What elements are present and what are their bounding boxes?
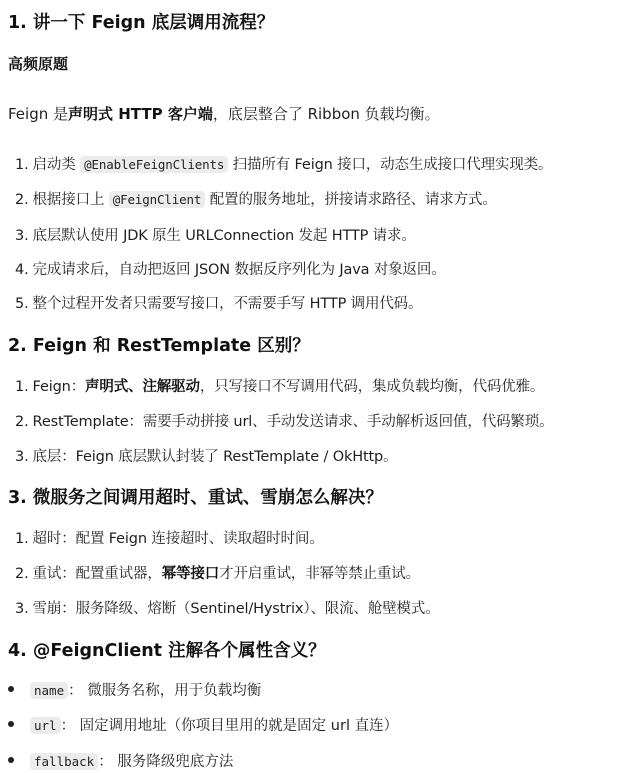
list-item: 1. 启动类 @EnableFeignClients 扫描所有 Feign 接口，动态生成接口代理实现类。 bbox=[15, 157, 553, 173]
intro-bold: 声明式 HTTP 客户端 bbox=[68, 105, 213, 123]
intro-paragraph bbox=[8, 103, 440, 124]
list-item: 1. Feign：声明式、注解驱动，只写接口不写调用代码，集成负载均衡，代码优雅。 bbox=[15, 379, 545, 395]
heading-feign-flow: 1. 讲一下 Feign 底层调用流程？ bbox=[8, 13, 275, 33]
list-item: 4. 完成请求后，自动把返回 JSON 数据反序列化为 Java 对象返回。 bbox=[15, 262, 446, 278]
list-item: 3. 底层：Feign 底层默认封装了 RestTemplate / OkHttp。 bbox=[15, 449, 398, 465]
heading-feign-vs-resttemplate: 2. Feign 和 RestTemplate 区别？ bbox=[8, 336, 310, 356]
list-item: 2. 重试：配置重试器，幂等接口才开启重试，非幂等禁止重试。 bbox=[15, 566, 421, 582]
code-url: url bbox=[30, 717, 61, 734]
code-feign-client: @FeignClient bbox=[109, 191, 206, 208]
bullet-item: url ： 固定调用地址（你项目里用的就是固定 url 直连） bbox=[8, 714, 398, 735]
code-fallback: fallback bbox=[30, 753, 98, 770]
list-item: 2. 根据接口上 @FeignClient 配置的服务地址，拼接请求路径、请求方式。 bbox=[15, 192, 497, 208]
list-item: 5. 整个过程开发者只需要写接口，不需要手写 HTTP 调用代码。 bbox=[15, 296, 423, 312]
bullet-item: name ： 微服务名称，用于负载均衡 bbox=[8, 679, 261, 700]
bullet-icon bbox=[8, 757, 14, 763]
heading-timeout-retry: 3. 微服务之间调用超时、重试、雪崩怎么解决？ bbox=[8, 488, 383, 508]
list-item: 3. 雪崩：服务降级、熔断（Sentinel/Hystrix）、限流、舱壁模式。 bbox=[15, 601, 440, 617]
subheading-frequent: 高频原题 bbox=[8, 55, 69, 73]
intro-pre: Feign 是 bbox=[8, 105, 69, 123]
heading-feignclient-attrs: 4. @FeignClient 注解各个属性含义？ bbox=[8, 641, 326, 661]
list-item: 1. 超时：配置 Feign 连接超时、读取超时时间。 bbox=[15, 531, 324, 547]
list-item: 2. RestTemplate：需要手动拼接 url、手动发送请求、手动解析返回值，代码繁琐。 bbox=[15, 414, 554, 430]
bullet-icon bbox=[8, 721, 14, 727]
code-name: name bbox=[30, 682, 68, 699]
bullet-icon bbox=[8, 686, 14, 692]
bullet-item: fallback ： 服务降级兜底方法 bbox=[8, 750, 233, 771]
list-item: 3. 底层默认使用 JDK 原生 URLConnection 发起 HTTP 请求。 bbox=[15, 228, 416, 244]
code-enable-feign-clients: @EnableFeignClients bbox=[80, 156, 228, 173]
intro-post: ，底层整合了 Ribbon 负载均衡。 bbox=[212, 105, 440, 123]
